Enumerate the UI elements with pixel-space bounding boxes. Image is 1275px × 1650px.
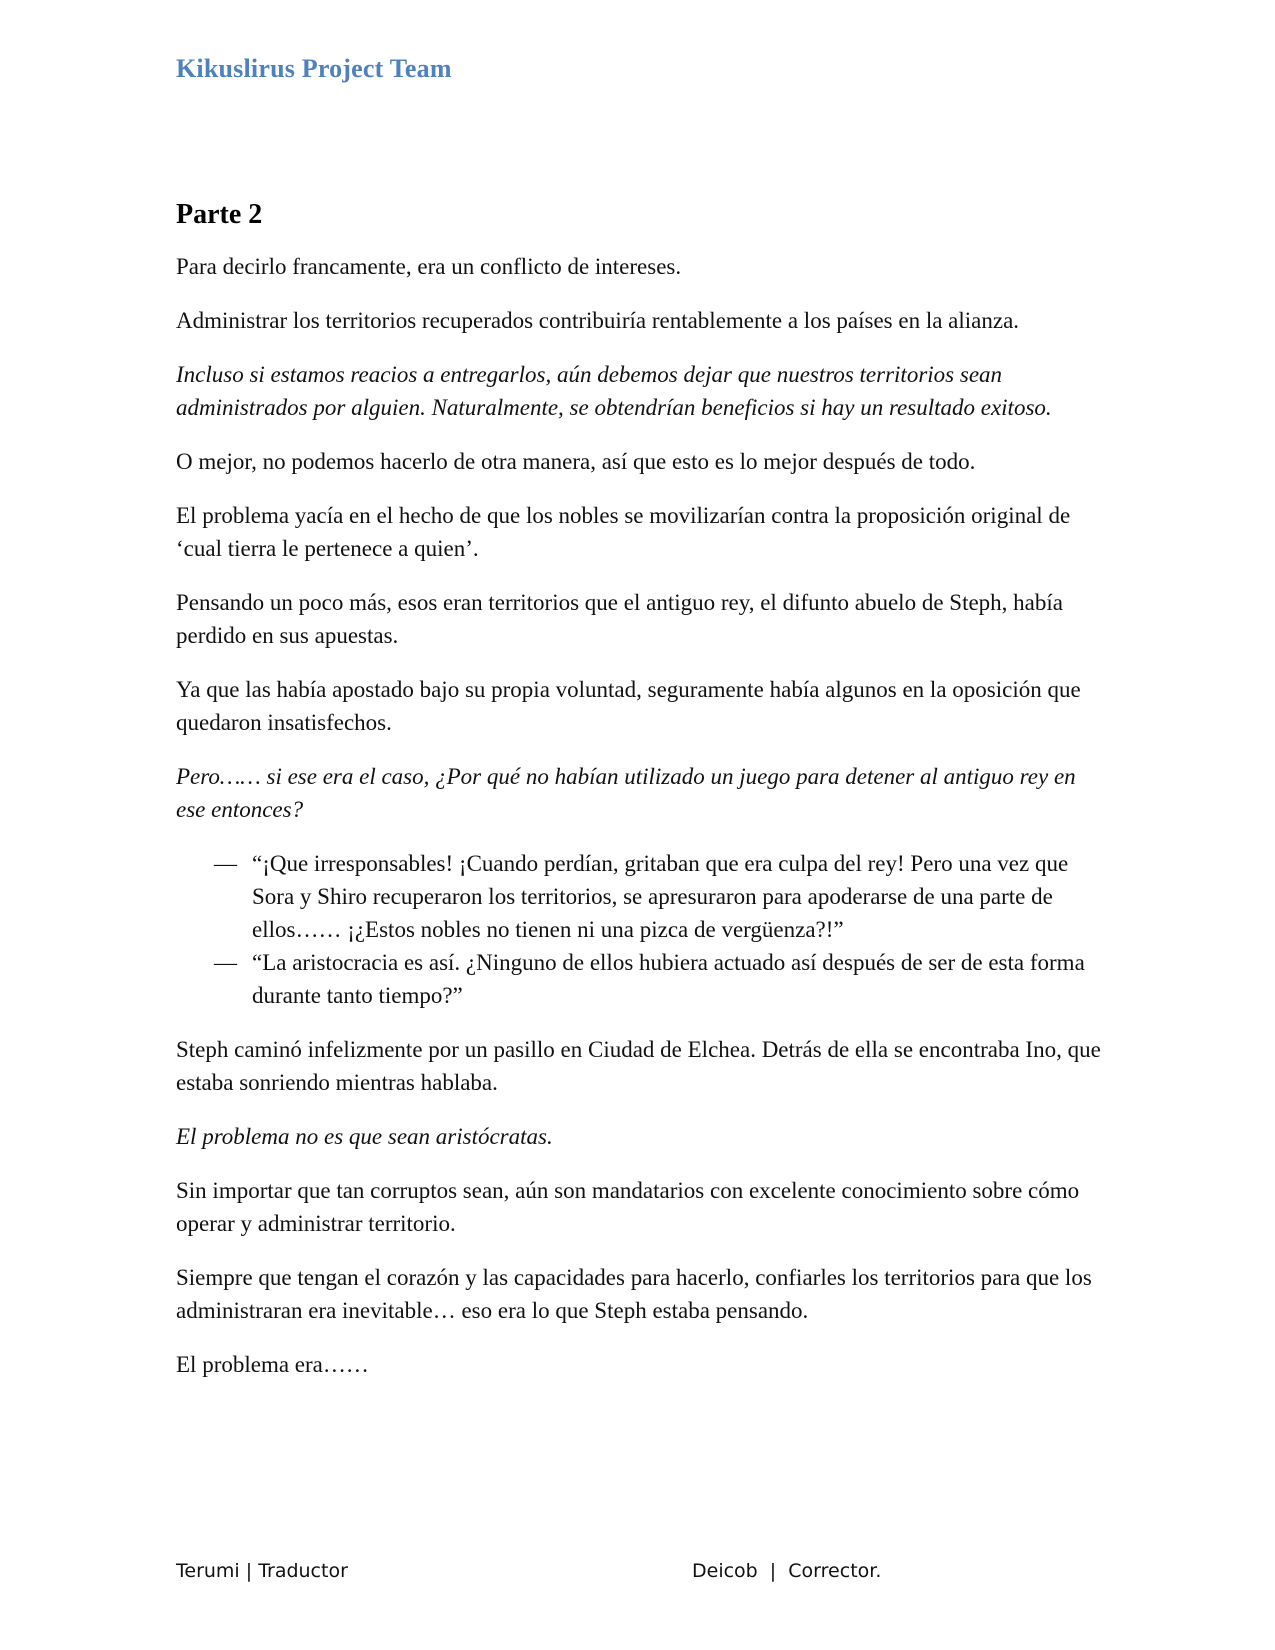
- paragraphs-before-dialogue: [176, 250, 1106, 826]
- paragraph: El problema era……: [176, 1352, 369, 1377]
- dialogue-text: “¡Que irresponsables! ¡Cuando perdían, gritaban que era culpa del rey! Pero una vez que Sora y Shiro recuperaron los territorios, se apresuraron para apoderarse de una parte de ellos…… ¡¿Estos nobles no tienen ni una pizca de vergüenza?!”: [252, 851, 1069, 942]
- dialogue-line: [176, 847, 1106, 946]
- dialogue-text: “La aristocracia es así. ¿Ninguno de ellos hubiera actuado así después de ser de esta forma durante tanto tiempo?”: [252, 950, 1085, 1008]
- paragraph: Pensando un poco más, esos eran territorios que el antiguo rey, el difunto abuelo de Steph, había perdido en sus apuestas.: [176, 590, 1063, 648]
- header-title: Kikuslirus Project Team: [176, 54, 452, 83]
- dialogue-dash: —: [214, 950, 237, 975]
- paragraph: Siempre que tengan el corazón y las capacidades para hacerlo, confiarles los territorios para que los administraran era inevitable… eso era lo que Steph estaba pensando.: [176, 1265, 1092, 1323]
- dialogue-list: [176, 847, 1106, 1012]
- dialogue-dash: —: [214, 851, 237, 876]
- paragraph: Pero…… si ese era el caso, ¿Por qué no habían utilizado un juego para detener al antiguo rey en ese entonces?: [176, 764, 1076, 822]
- paragraph: Sin importar que tan corruptos sean, aún son mandatarios con excelente conocimiento sobre cómo operar y administrar territorio.: [176, 1178, 1080, 1236]
- paragraph: El problema no es que sean aristócratas.: [176, 1124, 553, 1149]
- paragraph: Administrar los territorios recuperados contribuiría rentablemente a los países en la alianza.: [176, 308, 1020, 333]
- paragraph: Incluso si estamos reacios a entregarlos, aún debemos dejar que nuestros territorios sean administrados por alguien. Naturalmente, se obtendrían beneficios si hay un resultado exitoso.: [176, 362, 1052, 420]
- page-content: [176, 198, 1106, 1402]
- footer-translator: Terumi | Traductor: [176, 1560, 348, 1582]
- section-heading: Parte 2: [176, 199, 263, 230]
- paragraph: El problema yacía en el hecho de que los nobles se movilizarían contra la proposición original de ‘cual tierra le pertenece a quien’.: [176, 503, 1071, 561]
- footer-corrector: Deicob | Corrector.: [692, 1560, 882, 1582]
- paragraph: O mejor, no podemos hacerlo de otra manera, así que esto es lo mejor después de todo.: [176, 449, 976, 474]
- paragraph: Para decirlo francamente, era un conflicto de intereses.: [176, 254, 682, 279]
- paragraph: Steph caminó infelizmente por un pasillo en Ciudad de Elchea. Detrás de ella se encontraba Ino, que estaba sonriendo mientras hablaba.: [176, 1037, 1101, 1095]
- paragraph: Ya que las había apostado bajo su propia voluntad, seguramente había algunos en la oposición que quedaron insatisfechos.: [176, 677, 1081, 735]
- dialogue-line: [176, 946, 1106, 1012]
- paragraphs-after-dialogue: [176, 1033, 1106, 1381]
